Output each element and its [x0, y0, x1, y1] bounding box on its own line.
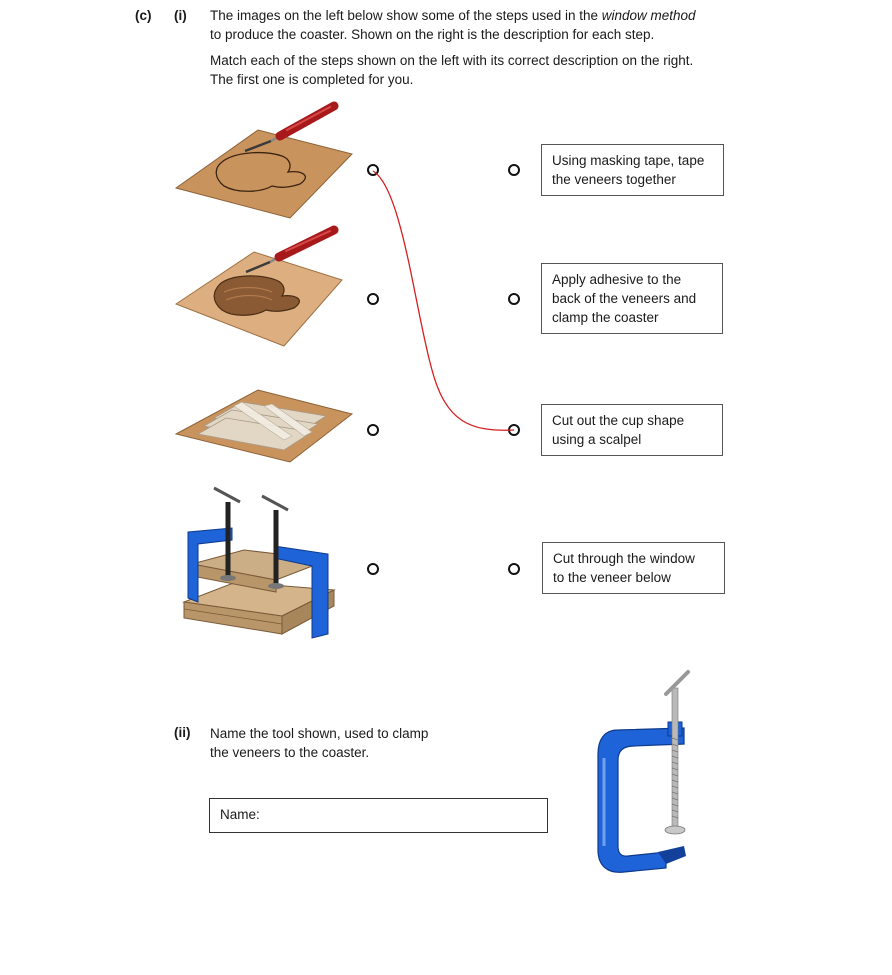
instruction-line-1: Match each of the steps shown on the left with its correct description on the right.: [210, 53, 694, 68]
part-ii-line-1: Name the tool shown, used to clamp: [210, 726, 429, 741]
description-1-line-2: the veneers together: [552, 172, 676, 187]
name-field-label: Name:: [220, 807, 260, 822]
question-instruction: [210, 51, 790, 89]
description-2-line-3: clamp the coaster: [552, 310, 659, 325]
description-2-line-2: back of the veneers and: [552, 291, 697, 306]
name-answer-field[interactable]: [209, 798, 548, 833]
scalpel-cutting-veneer-cup-icon: [172, 222, 362, 352]
description-4-line-2: to the veneer below: [553, 570, 671, 585]
description-1-line-1: Using masking tape, tape: [552, 153, 705, 168]
intro-text: The images on the left below show some of the steps used in the: [210, 8, 602, 23]
part-ii-line-2: the veneers to the coaster.: [210, 745, 370, 760]
step-4-ring[interactable]: [367, 563, 379, 575]
sub-part-ii-label: (ii): [174, 725, 191, 740]
scalpel-cutting-cup-outline-icon: [172, 96, 362, 226]
part-ii-question: [210, 724, 510, 762]
veneers-taped-together-icon: [172, 380, 362, 470]
clamped-coaster-icon: [178, 484, 338, 649]
description-2-line-1: Apply adhesive to the: [552, 272, 682, 287]
g-clamp-icon: [588, 664, 708, 884]
description-box-2: [541, 263, 723, 334]
completed-match-line: [360, 160, 530, 450]
description-3-line-1: Cut out the cup shape: [552, 413, 685, 428]
intro-line-2: to produce the coaster. Shown on the right is the description for each step.: [210, 27, 655, 42]
description-4-line-1: Cut through the window: [553, 551, 695, 566]
question-intro: [210, 6, 770, 44]
description-box-4: [542, 542, 725, 594]
description-3-line-2: using a scalpel: [552, 432, 642, 447]
part-label: (c): [135, 8, 152, 23]
sub-part-i-label: (i): [174, 8, 187, 23]
instruction-line-2: The first one is completed for you.: [210, 72, 414, 87]
description-box-1: [541, 144, 724, 196]
description-4-ring[interactable]: [508, 563, 520, 575]
description-box-3: [541, 404, 723, 456]
intro-emphasis: window method: [601, 8, 696, 23]
